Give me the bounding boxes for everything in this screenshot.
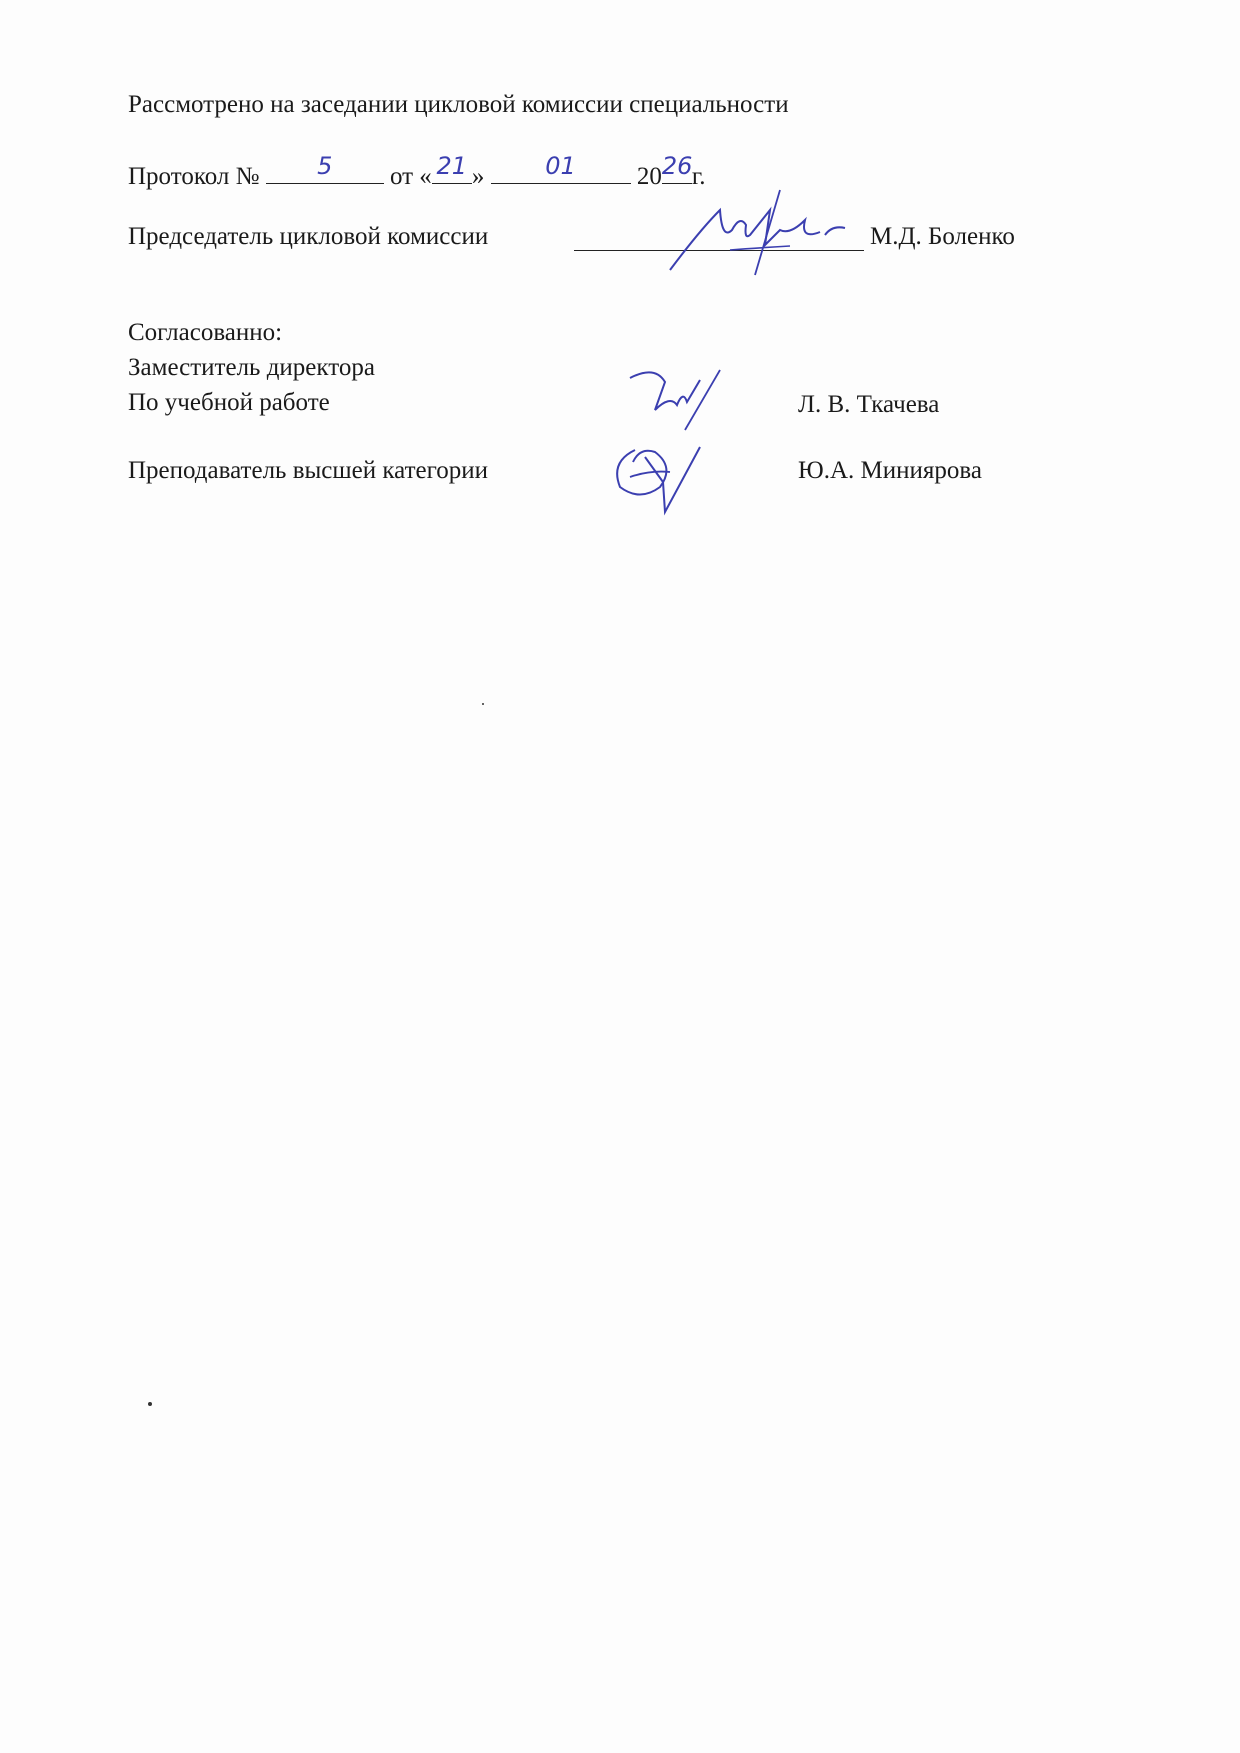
chairman-label: Председатель цикловой комиссии	[128, 223, 489, 250]
protocol-month-field	[491, 152, 631, 184]
chairman-signature-image	[660, 180, 870, 280]
agreed-label: Согласованно:	[128, 319, 283, 346]
scan-speck	[148, 1402, 152, 1406]
protocol-prefix: Протокол №	[128, 163, 260, 190]
protocol-line	[128, 152, 706, 192]
teacher-label: Преподаватель высшей категории	[128, 457, 488, 484]
teacher-name: Ю.А. Миниярова	[798, 457, 982, 484]
considered-text: Рассмотрено на заседании цикловой комиссии специальности	[128, 91, 789, 118]
protocol-from-label: от «	[389, 163, 432, 190]
protocol-year-end: г.	[691, 163, 706, 190]
scan-speck	[482, 703, 484, 705]
agreed-position-line1: Заместитель директора	[128, 354, 375, 381]
teacher-signature-image	[605, 432, 715, 522]
protocol-day-field	[432, 152, 472, 184]
protocol-number-field	[266, 152, 384, 184]
protocol-number: 5	[317, 152, 333, 180]
deputy-signature-image	[625, 360, 735, 435]
agreed-position-line2: По учебной работе	[128, 389, 330, 416]
protocol-year-suffix: 26	[661, 152, 693, 180]
protocol-month: 01	[545, 152, 576, 180]
agreed-name: Л. В. Ткачева	[798, 391, 940, 418]
protocol-day: 21	[436, 152, 468, 180]
protocol-year-prefix: 20	[636, 163, 662, 190]
protocol-day-close: »	[471, 163, 485, 190]
chairman-name: М.Д. Боленко	[870, 223, 1015, 250]
